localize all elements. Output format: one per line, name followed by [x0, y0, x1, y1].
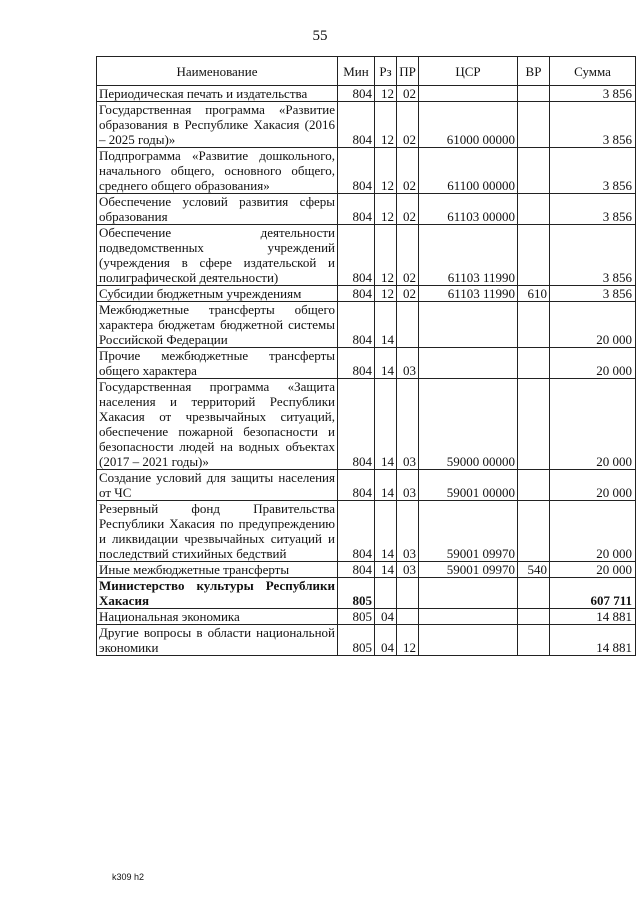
cell-csr	[419, 578, 518, 609]
cell-vr	[518, 148, 550, 194]
cell-csr: 59001 09970	[419, 501, 518, 562]
table-row	[97, 286, 636, 302]
cell-pr	[397, 578, 419, 609]
cell-csr	[419, 625, 518, 656]
cell-sum: 20 000	[550, 379, 636, 470]
cell-vr	[518, 379, 550, 470]
cell-name: Иные межбюджетные трансферты	[97, 562, 338, 578]
cell-name: Подпрограмма «Развитие дошкольного, начального общего, основного общего, среднего общего образования»	[97, 148, 338, 194]
cell-vr	[518, 470, 550, 501]
cell-vr	[518, 225, 550, 286]
cell-pr: 03	[397, 348, 419, 379]
cell-rz: 04	[375, 609, 397, 625]
budget-table	[96, 56, 636, 656]
cell-name: Прочие межбюджетные трансферты общего характера	[97, 348, 338, 379]
cell-sum: 20 000	[550, 302, 636, 348]
cell-vr: 540	[518, 562, 550, 578]
cell-min: 804	[338, 148, 375, 194]
col-header-sum: Сумма	[550, 57, 636, 86]
cell-pr: 02	[397, 225, 419, 286]
cell-sum: 3 856	[550, 225, 636, 286]
cell-name: Государственная программа «Развитие образования в Республике Хакасия (2016 – 2025 годы)»	[97, 102, 338, 148]
page-number: 55	[312, 28, 328, 44]
cell-pr: 03	[397, 501, 419, 562]
cell-sum: 3 856	[550, 86, 636, 102]
table-row	[97, 225, 636, 286]
table-row	[97, 148, 636, 194]
cell-csr: 61103 11990	[419, 225, 518, 286]
col-header-rz: Рз	[375, 57, 397, 86]
cell-rz: 14	[375, 348, 397, 379]
cell-min: 804	[338, 194, 375, 225]
cell-name: Межбюджетные трансферты общего характера бюджетам бюджетной системы Российской Федерации	[97, 302, 338, 348]
cell-vr	[518, 102, 550, 148]
table-row	[97, 302, 636, 348]
cell-rz	[375, 578, 397, 609]
cell-sum: 607 711	[550, 578, 636, 609]
cell-sum: 20 000	[550, 501, 636, 562]
cell-rz: 12	[375, 102, 397, 148]
cell-pr: 03	[397, 470, 419, 501]
cell-pr: 02	[397, 86, 419, 102]
cell-rz: 12	[375, 86, 397, 102]
cell-rz: 12	[375, 194, 397, 225]
cell-name: Субсидии бюджетным учреждениям	[97, 286, 338, 302]
table-row	[97, 194, 636, 225]
cell-name: Другие вопросы в области национальной экономики	[97, 625, 338, 656]
cell-csr: 59000 00000	[419, 379, 518, 470]
cell-pr: 03	[397, 562, 419, 578]
cell-pr: 02	[397, 148, 419, 194]
cell-pr	[397, 609, 419, 625]
table-header-row	[97, 57, 636, 86]
table-row	[97, 379, 636, 470]
cell-csr: 59001 00000	[419, 470, 518, 501]
cell-sum: 20 000	[550, 470, 636, 501]
cell-csr	[419, 348, 518, 379]
table-row	[97, 470, 636, 501]
cell-csr	[419, 86, 518, 102]
cell-min: 804	[338, 379, 375, 470]
cell-rz: 14	[375, 501, 397, 562]
cell-csr: 61103 00000	[419, 194, 518, 225]
cell-vr	[518, 194, 550, 225]
cell-rz: 14	[375, 302, 397, 348]
cell-min: 804	[338, 286, 375, 302]
cell-sum: 3 856	[550, 194, 636, 225]
cell-name: Министерство культуры Республики Хакасия	[97, 578, 338, 609]
cell-min: 805	[338, 625, 375, 656]
cell-vr	[518, 625, 550, 656]
cell-sum: 14 881	[550, 625, 636, 656]
table-row	[97, 102, 636, 148]
cell-name: Резервный фонд Правительства Республики Хакасия по предупреждению и ликвидации чрезвычайных ситуаций и последствий стихийных бедствий	[97, 501, 338, 562]
cell-vr	[518, 578, 550, 609]
cell-pr: 03	[397, 379, 419, 470]
table-row	[97, 348, 636, 379]
cell-sum: 20 000	[550, 562, 636, 578]
cell-pr	[397, 302, 419, 348]
cell-min: 805	[338, 578, 375, 609]
cell-pr: 02	[397, 194, 419, 225]
cell-name: Периодическая печать и издательства	[97, 86, 338, 102]
cell-csr	[419, 302, 518, 348]
cell-name: Государственная программа «Защита населения и территорий Республики Хакасия от чрезвычайных ситуаций, обеспечение пожарной безопасности и безопасности людей на водных объектах (2017 – 2021 годы)»	[97, 379, 338, 470]
cell-sum: 20 000	[550, 348, 636, 379]
table-row	[97, 562, 636, 578]
col-header-csr: ЦСР	[419, 57, 518, 86]
cell-vr	[518, 86, 550, 102]
cell-min: 804	[338, 501, 375, 562]
cell-rz: 14	[375, 470, 397, 501]
table-row	[97, 609, 636, 625]
cell-pr: 02	[397, 286, 419, 302]
cell-rz: 14	[375, 562, 397, 578]
cell-min: 804	[338, 86, 375, 102]
cell-vr: 610	[518, 286, 550, 302]
cell-sum: 3 856	[550, 148, 636, 194]
cell-min: 805	[338, 609, 375, 625]
cell-min: 804	[338, 225, 375, 286]
cell-vr	[518, 501, 550, 562]
cell-vr	[518, 609, 550, 625]
cell-rz: 12	[375, 286, 397, 302]
cell-name: Создание условий для защиты населения от ЧС	[97, 470, 338, 501]
table-row	[97, 86, 636, 102]
cell-sum: 3 856	[550, 286, 636, 302]
cell-rz: 12	[375, 225, 397, 286]
cell-csr: 59001 09970	[419, 562, 518, 578]
cell-pr: 02	[397, 102, 419, 148]
cell-min: 804	[338, 562, 375, 578]
cell-sum: 3 856	[550, 102, 636, 148]
col-header-vr: ВР	[518, 57, 550, 86]
cell-name: Обеспечение условий развития сферы образования	[97, 194, 338, 225]
col-header-name: Наименование	[97, 57, 338, 86]
cell-name: Обеспечение деятельности подведомственных учреждений (учреждения в сфере издательской и полиграфической деятельности)	[97, 225, 338, 286]
cell-vr	[518, 348, 550, 379]
cell-pr: 12	[397, 625, 419, 656]
cell-csr: 61103 11990	[419, 286, 518, 302]
footer-code: k309 h2	[112, 872, 145, 882]
col-header-pr: ПР	[397, 57, 419, 86]
cell-min: 804	[338, 470, 375, 501]
cell-rz: 04	[375, 625, 397, 656]
col-header-min: Мин	[338, 57, 375, 86]
cell-rz: 14	[375, 379, 397, 470]
cell-min: 804	[338, 302, 375, 348]
cell-csr: 61000 00000	[419, 102, 518, 148]
cell-min: 804	[338, 102, 375, 148]
cell-vr	[518, 302, 550, 348]
cell-csr	[419, 609, 518, 625]
table-row	[97, 501, 636, 562]
cell-min: 804	[338, 348, 375, 379]
cell-sum: 14 881	[550, 609, 636, 625]
cell-name: Национальная экономика	[97, 609, 338, 625]
table-row	[97, 578, 636, 609]
cell-rz: 12	[375, 148, 397, 194]
table-row	[97, 625, 636, 656]
cell-csr: 61100 00000	[419, 148, 518, 194]
